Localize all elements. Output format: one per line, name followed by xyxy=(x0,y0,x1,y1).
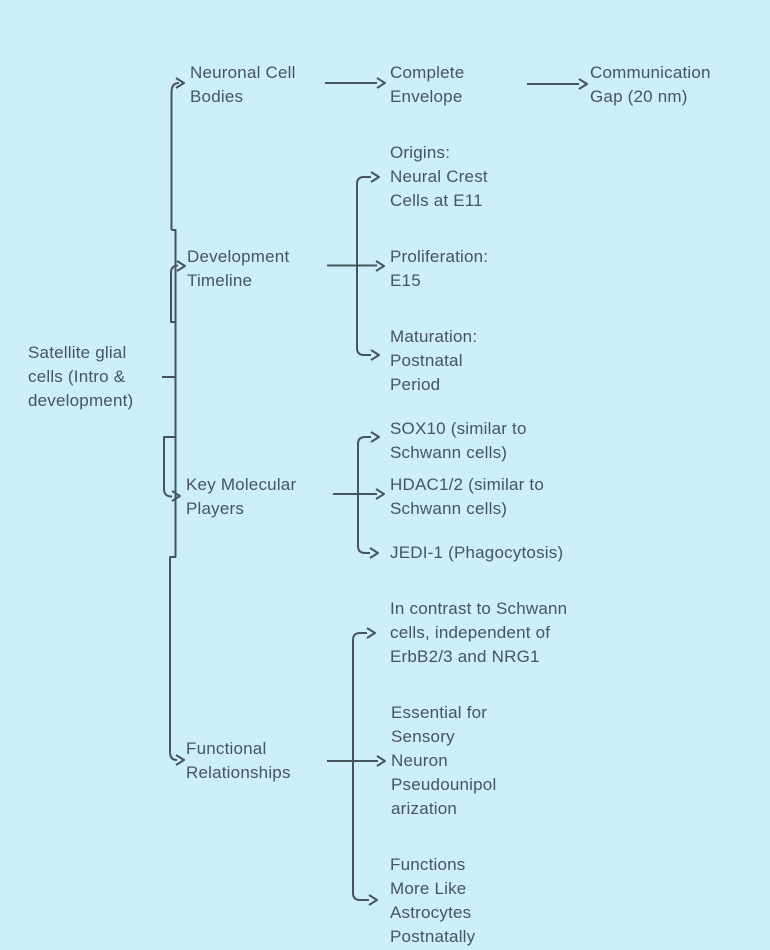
node-line: Bodies xyxy=(190,87,244,106)
edge-development-up xyxy=(357,177,371,266)
node-key-molecular-players xyxy=(186,473,296,521)
node-line: Schwann cells) xyxy=(390,443,508,462)
node-line: Timeline xyxy=(187,271,253,290)
node-line: Neuronal Cell xyxy=(190,63,296,82)
node-line: Communication xyxy=(590,63,711,82)
node-line: HDAC1/2 (similar to xyxy=(390,475,544,494)
node-line: E15 xyxy=(390,271,421,290)
node-line: Gap (20 nm) xyxy=(590,87,688,106)
node-root-line: Satellite glial xyxy=(28,343,127,362)
node-line: More Like xyxy=(390,879,467,898)
node-maturation xyxy=(390,325,477,397)
node-line: Proliferation: xyxy=(390,247,489,266)
node-origins xyxy=(390,141,488,213)
node-line: Postnatally xyxy=(390,927,476,946)
node-line: Essential for xyxy=(391,703,488,722)
node-line: Functions xyxy=(390,855,466,874)
node-line: Cells at E11 xyxy=(390,191,483,210)
node-jedi1 xyxy=(390,541,563,565)
node-communication-gap xyxy=(590,61,711,109)
node-line: JEDI-1 (Phagocytosis) xyxy=(390,543,564,562)
node-line: SOX10 (similar to xyxy=(390,419,527,438)
node-sox10 xyxy=(390,417,527,465)
node-line: Postnatal xyxy=(390,351,463,370)
node-functions-astrocytes xyxy=(390,853,475,949)
node-functional-relationships xyxy=(186,737,291,785)
node-essential-pseudounipolarization xyxy=(391,701,496,821)
node-line: cells, independent of xyxy=(390,623,551,642)
node-root-line: development) xyxy=(28,391,134,410)
node-line: Astrocytes xyxy=(390,903,472,922)
node-line: Neuron xyxy=(391,751,448,770)
node-line: Period xyxy=(390,375,441,394)
node-complete-envelope xyxy=(390,61,464,109)
node-line: Complete xyxy=(390,63,465,82)
node-line: Origins: xyxy=(390,143,451,162)
node-line: Relationships xyxy=(186,763,291,782)
node-proliferation xyxy=(390,245,488,293)
edge-functional-down xyxy=(353,761,369,900)
node-line: In contrast to Schwann xyxy=(390,599,568,618)
node-line: Players xyxy=(186,499,245,518)
edge-spine-upper xyxy=(172,83,180,230)
node-line: Pseudounipol xyxy=(391,775,497,794)
node-line: arization xyxy=(391,799,458,818)
node-line: Sensory xyxy=(391,727,455,746)
node-root-line: cells (Intro & xyxy=(28,367,126,386)
node-neuronal-cell-bodies xyxy=(190,61,296,109)
edge-development-down xyxy=(357,266,371,356)
node-line: Envelope xyxy=(390,87,463,106)
node-line: Key Molecular xyxy=(186,475,297,494)
node-hdac xyxy=(390,473,544,521)
node-line: Functional xyxy=(186,739,267,758)
node-development-timeline xyxy=(187,245,289,293)
node-root xyxy=(28,341,133,413)
node-line: ErbB2/3 and NRG1 xyxy=(390,647,540,666)
edge-molecular-bracket xyxy=(164,437,176,497)
edge-molecular-down xyxy=(358,494,370,553)
node-contrast-schwann xyxy=(390,597,567,669)
node-line: Neural Crest xyxy=(390,167,488,186)
node-line: Schwann cells) xyxy=(390,499,508,518)
node-line: Development xyxy=(187,247,290,266)
edge-molecular-up xyxy=(358,437,371,494)
edge-functional-up xyxy=(353,633,367,761)
node-line: Maturation: xyxy=(390,327,478,346)
